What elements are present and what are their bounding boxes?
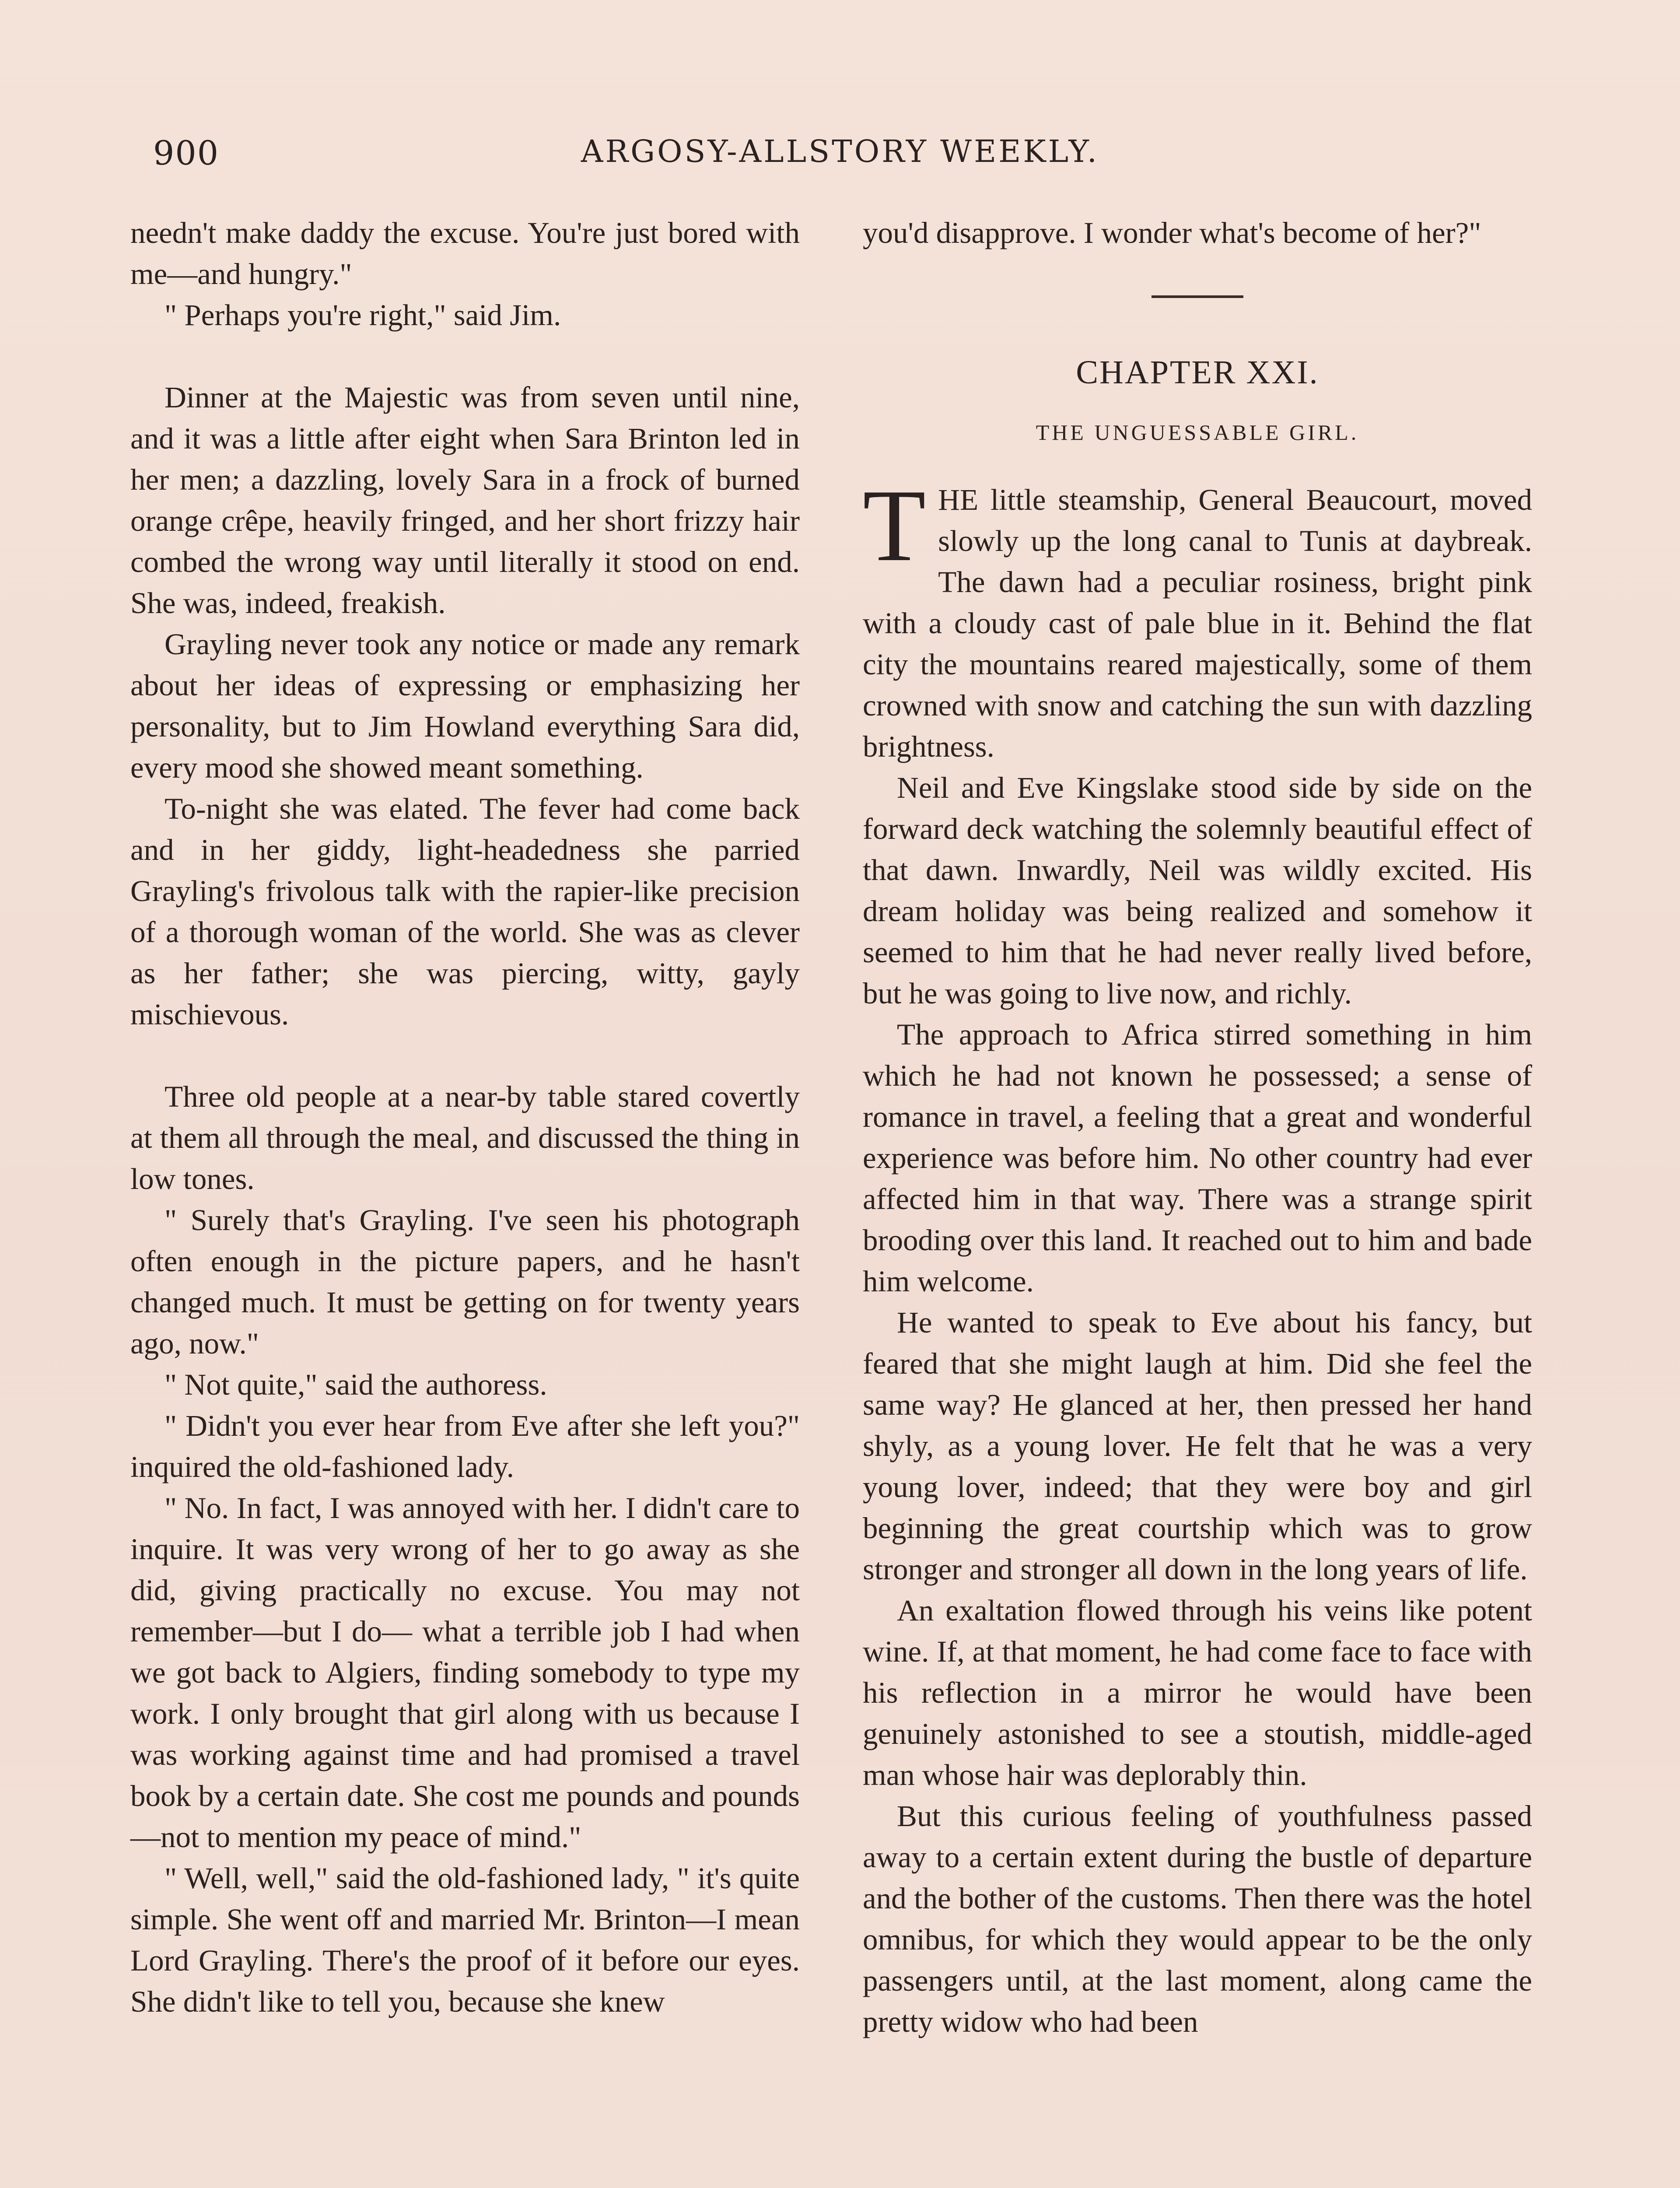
chapter-title: CHAPTER XXI. bbox=[1076, 354, 1319, 391]
paragraph: " Well, well," said the old-fashioned lady, " it's quite simple. She went off and married Mr. Brinton—I mean Lord Grayling. There's the proof of it before our eyes. She didn't like to tell you, because she knew bbox=[130, 1862, 800, 2018]
page-number: 900 bbox=[153, 133, 220, 172]
left-column bbox=[130, 212, 800, 2022]
paragraph-continuation: you'd disapprove. I wonder what's become of her?" bbox=[863, 216, 1481, 249]
paragraph: " No. In fact, I was annoyed with her. I didn't care to inquire. It was very wrong of her to go away as she did, giving practically no excuse. You may not remember—but I do— what a terrible job I had when we got back to Algiers, finding somebody to type my work. I only brought that girl along with us because I was working against time and had promised a travel book by a certain date. She cost me pounds and pounds—not to mention my peace of mind." bbox=[130, 1491, 800, 1854]
paragraph: " Perhaps you're right," said Jim. bbox=[164, 298, 561, 332]
page-header bbox=[153, 133, 1527, 186]
paragraph: The approach to Africa stirred something in him which he had not known he possessed; a sense of romance in travel, a feeling that a great and wonderful experience was before him. No other country had ever affected him in that way. There was a strange spirit brooding over this land. It reached out to him and bade him welcome. bbox=[863, 1018, 1532, 1298]
paragraph: He wanted to speak to Eve about his fancy, but feared that she might laugh at him. Did she feel the same way? He glanced at her, then pressed her hand shyly, as a young lover. He felt that he was a very young lover, indeed; that they were boy and girl beginning the great courtship which was to grow stronger and stronger all down in the long years of life. bbox=[863, 1306, 1532, 1586]
paragraph: needn't make daddy the excuse. You're just bored with me—and hungry." bbox=[130, 216, 800, 291]
paragraph: Dinner at the Majestic was from seven until nine, and it was a little after eight when Sara Brinton led in her men; a dazzling, lovely Sara in a frock of burned orange crêpe, heavily fringed, and her short frizzy hair combed the wrong way until literally it stood on end. She was, indeed, freakish. bbox=[130, 381, 800, 620]
section-divider bbox=[1152, 295, 1243, 298]
paragraph: Grayling never took any notice or made any remark about her ideas of expressing or emphasizing her personality, but to Jim Howland everything Sara did, every mood she showed meant something. bbox=[130, 628, 800, 784]
paragraph: But this curious feeling of youthfulness passed away to a certain extent during the bustle of departure and the bother of the customs. Then there was the hotel omnibus, for which they would appear to be the only passengers until, at the last moment, along came the pretty widow who had been bbox=[863, 1799, 1532, 2038]
paragraph: Three old people at a near-by table stared covertly at them all through the meal, and discussed the thing in low tones. bbox=[130, 1080, 800, 1196]
paragraph: To-night she was elated. The fever had come back and in her giddy, light-headedness she parried Grayling's frivolous talk with the rapier-like precision of a thorough woman of the world. She was as clever as her father; she was piercing, witty, gayly mischievous. bbox=[130, 792, 800, 1031]
paragraph: " Surely that's Grayling. I've seen his photograph often enough in the picture papers, and he hasn't changed much. It must be getting on for twenty years ago, now." bbox=[130, 1203, 800, 1360]
paragraph: " Didn't you ever hear from Eve after she left you?" inquired the old-fashioned lady. bbox=[130, 1409, 800, 1483]
paragraph: " Not quite," said the authoress. bbox=[164, 1368, 547, 1401]
right-column bbox=[863, 212, 1532, 2042]
paragraph: An exaltation flowed through his veins like potent wine. If, at that moment, he had come face to face with his reflection in a mirror he would have been genuinely astonished to see a stoutish, middle-aged man whose hair was deplorably thin. bbox=[863, 1594, 1532, 1792]
running-head: ARGOSY-ALLSTORY WEEKLY. bbox=[581, 133, 1099, 169]
drop-cap: T bbox=[863, 469, 926, 583]
chapter-subtitle: THE UNGUESSABLE GIRL. bbox=[1036, 420, 1359, 445]
opening-paragraph-text: HE little steamship, General Beaucourt, moved slowly up the long canal to Tunis at daybreak. The dawn had a peculiar rosiness, bright pink with a cloudy cast of pale blue in it. Behind the flat city the mountains reared majestically, some of them crowned with snow and catching the sun with dazzling brightness. bbox=[863, 483, 1532, 763]
paragraph: Neil and Eve Kingslake stood side by side on the forward deck watching the solemnly beautiful effect of that dawn. Inwardly, Neil was wildly excited. His dream holiday was being realized and somehow it seemed to him that he had never really lived before, but he was going to live now, and richly. bbox=[863, 771, 1532, 1010]
opening-paragraph bbox=[863, 469, 1532, 767]
